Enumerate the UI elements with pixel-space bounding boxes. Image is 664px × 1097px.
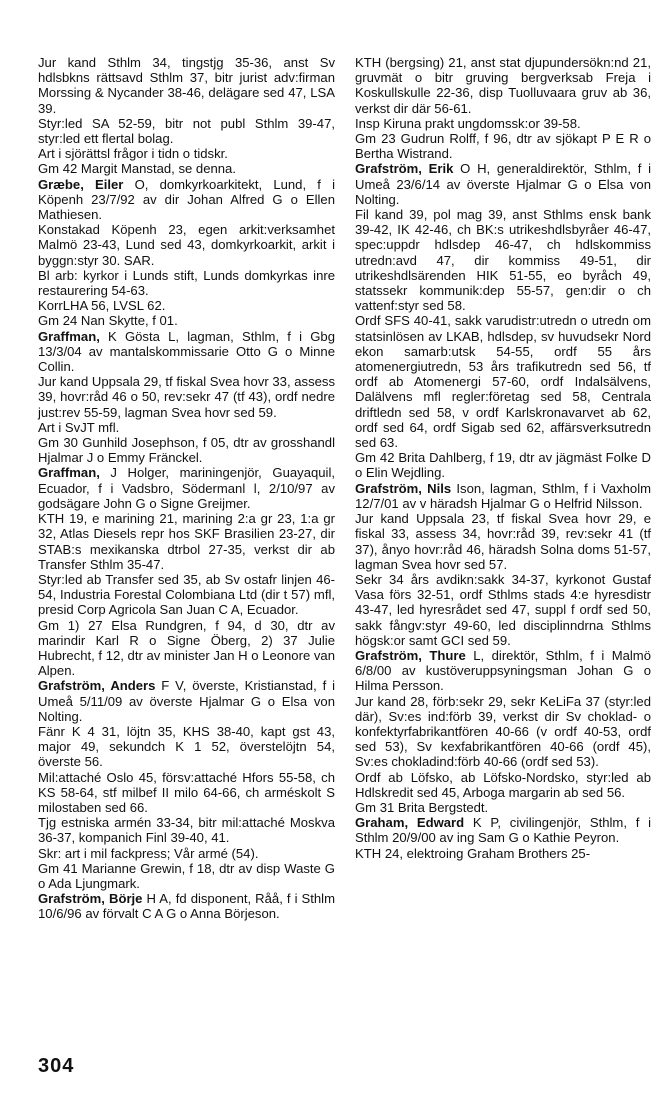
left-column — [38, 55, 335, 922]
entry-name: Grafström, Börje — [38, 891, 143, 907]
entry-name: Graffman, — [38, 465, 100, 481]
entry-paragraph: Gm 42 Brita Dahlberg, f 19, dtr av jägmäst Folke D o Elin Wejdling. — [355, 450, 651, 481]
entry-paragraph: KorrLHA 56, LVSL 62. — [38, 298, 166, 314]
entry-paragraph: Jur kand Sthlm 34, tingstjg 35-36, anst Sv hdlsbkns rättsavd Sthlm 37, bitr jurist adv:firman Morssing & Nycander 38-46, delägare sed 47, LSA 39. — [38, 55, 335, 116]
biography-entry — [38, 678, 335, 724]
entry-paragraph: Gm 42 Margit Manstad, se denna. — [38, 161, 236, 177]
biography-entry — [355, 481, 651, 511]
entry-paragraph: Gm 41 Marianne Grewin, f 18, dtr av disp Waste G o Ada Ljungmark. — [38, 860, 335, 891]
entry-paragraph: Gm 23 Gudrun Rolff, f 96, dtr av sjökapt P E R o Bertha Wistrand. — [355, 131, 651, 162]
entry-paragraph: Styr:led SA 52-59, bitr not publ Sthlm 39-47, styr:led ett flertal bolag. — [38, 115, 335, 147]
entry-paragraph: Fil kand 39, pol mag 39, anst Sthlms ensk bank 39-42, IK 42-46, ch BK:s utrikeshdlsbyråer 46-47, spec:uppdr hdlsdep 46-47, ch hdlskommiss utredn:avd 47, dir kommiss 49-51, dir utrikeshdlsärenden HIK 51-55, eo byråch 49, statssekr kommunik:dep 55-57, gen:dir o ch vattenf:styr sed 58. — [355, 207, 651, 314]
entry-name: Græbe, Eiler — [38, 176, 124, 192]
biography-entry — [38, 891, 335, 921]
entry-text: J Holger, mariningenjör, Guayaquil, Ecuador, f i Vadsbro, Södermanl l, 2/10/97 av godsägare John G o Signe Greijmer. — [38, 465, 335, 511]
entry-paragraph: Gm 31 Brita Bergstedt. — [355, 799, 489, 815]
entry-text: O H, generaldirektör, Sthlm, f i Umeå 23/6/14 av överste Hjalmar G o Elsa von Nolting. — [355, 161, 651, 207]
entry-paragraph: Art i sjörättsl frågor i tidn o tidskr. — [38, 146, 228, 162]
entry-text: F V, överste, Kristianstad, f i Umeå 5/11/09 av överste Hjalmar G o Elsa von Nolting. — [38, 678, 335, 724]
entry-paragraph: Jur kand Uppsala 23, tf fiskal Svea hovr 29, e fiskal 33, assess 34, hovr:råd 39, rev:sekr 41 (tf 37), ånyo hovr:råd 46, häradsh Solna doms 51-57, lagman Svea hovr sed 57. — [355, 511, 651, 572]
entry-name: Graffman, — [38, 328, 100, 344]
entry-name: Grafström, Anders — [38, 678, 156, 694]
entry-paragraph: Jur kand 28, förb:sekr 29, sekr KeLiFa 37 (styr:led där), Sv:es ind:förb 39, verkst dir Sv choklad- o konfektyrfabrikantfören 40-66 (v ordf 40-53, ordf sed 53), Sv kexfabrikantfören 40-66 (ordf 45), Sv:es chokladind:förb 40-66 (ordf sed 53). — [355, 693, 651, 770]
entry-paragraph: Gm 1) 27 Elsa Rundgren, f 94, d 30, dtr av marindir Karl R o Signe Öberg, 2) 37 Julie Hubrecht, f 12, dtr av minister Jan H o Leonore van Alpen. — [38, 617, 335, 679]
entry-paragraph: Bl arb: kyrkor i Lunds stift, Lunds domkyrkas inre restaurering 54-63. — [38, 267, 335, 299]
entry-paragraph: Konstakad Köpenh 23, egen arkit:verksamhet Malmö 23-43, Lund sed 43, domkyrkoarkit, arkit i byggn:styr 30. SAR. — [38, 222, 335, 268]
right-column — [355, 55, 651, 861]
entry-text: K Gösta L, lagman, Sthlm, f i Gbg 13/3/04 av mantalskommissarie Otto G o Minne Collin. — [38, 328, 335, 375]
entry-paragraph: Insp Kiruna prakt ungdomssk:or 39-58. — [355, 115, 581, 131]
entry-paragraph: Tjg estniska armén 33-34, bitr mil:attaché Moskva 36-37, kompanich Finl 39-40, 41. — [38, 815, 335, 846]
entry-paragraph: Ordf ab Löfsko, ab Löfsko-Nordsko, styr:led ab Hdlskredit sed 45, Arboga margarin ab sed 56. — [355, 769, 651, 800]
entry-paragraph: Art i SvJT mfl. — [38, 419, 120, 435]
entry-paragraph: Mil:attaché Oslo 45, försv:attaché Hfors 55-58, ch KS 58-64, stf milbef II milo 64-66, ch arméskolt S milostaben sed 66. — [38, 769, 335, 815]
biography-entry — [355, 161, 651, 207]
entry-paragraph: Skr: art i mil fackpress; Vår armé (54). — [38, 845, 259, 861]
entry-text: L, direktör, Sthlm, f i Malmö 6/8/00 av kustöveruppsyningsman Johan G o Hilma Persson. — [355, 647, 652, 694]
entry-text: K P, civilingenjör, Sthlm, f i Sthlm 20/9/00 av ing Sam G o Kathie Peyron. — [355, 815, 651, 846]
entry-name: Grafström, Thure — [355, 647, 466, 663]
entry-name: Grafström, Nils — [355, 480, 452, 496]
biography-entry — [355, 815, 651, 845]
biography-entry — [38, 177, 335, 223]
biography-entry — [38, 465, 335, 511]
entry-name: Graham, Edward — [355, 815, 465, 831]
page-number: 304 — [38, 1055, 75, 1077]
entry-paragraph: Gm 24 Nan Skytte, f 01. — [38, 313, 178, 329]
entry-name: Grafström, Erik — [355, 161, 454, 177]
entry-text: O, domkyrkoarkitekt, Lund, f i Köpenh 23/7/92 av dir Johan Alfred G o Ellen Mathiesen. — [38, 176, 335, 223]
biography-entry — [38, 329, 335, 375]
entry-paragraph: KTH 19, e marining 21, marining 2:a gr 23, 1:a gr 32, Atlas Diesels repr hos SKF Brasilien 23-27, dir STAB:s mexikanska dtrbol 27-35, verkst dir ab Transfer Sthlm 35-47. — [38, 511, 335, 572]
entry-paragraph: Gm 30 Gunhild Josephson, f 05, dtr av grosshandl Hjalmar J o Emmy Fränckel. — [38, 435, 335, 466]
entry-paragraph: Styr:led ab Transfer sed 35, ab Sv ostafr linjen 46-54, Industria Forestal Colombiana Ltd (dir t 57) mfl, presid Corp Agricola San Juan C A, Ecuador. — [38, 571, 335, 618]
entry-paragraph: Ordf SFS 40-41, sakk varudistr:utredn o utredn om statsinlösen av LKAB, hdlsdep, sv huvudsekr Nord ekon samarb:utsk 54-55, ordf 55 års atomenergiutredn, 53 års trafikutredn sed 56, tf ordf ab Atomenergi 57-60, ordf Indalsälvens, Dalälvens mfl regler:företag sed 58, Centrala driftledn sed 58, v ordf Karlskronavarvet ab 62, ordf sed 64, ordf Sigab sed 62, affärsverksutredn sed 63. — [355, 313, 651, 451]
entry-paragraph: Sekr 34 års avdikn:sakk 34-37, kyrkonot Gustaf Vasa förs 32-51, ordf Sthlms stads 4:e hyresdistr 43-47, led hyresrådet sed 47, suppl f ordf sed 50, sakk fångv:styr 49-60, led disciplinndrna Sthlms högsk:or samt GCI sed 59. — [355, 571, 651, 648]
entry-paragraph: KTH 24, elektroing Graham Brothers 25- — [355, 845, 591, 861]
entry-text: H A, fd disponent, Råå, f i Sthlm 10/6/96 av förvalt C A G o Anna Börjeson. — [38, 891, 336, 922]
biography-entry — [355, 648, 651, 694]
entry-paragraph: KTH (bergsing) 21, anst stat djupundersökn:nd 21, gruvmät o bitr gruving bergverksab Freja i Koskullskulle 22-36, disp Tuolluvaara gruv ab 36, verkst dir där 56-61. — [355, 55, 651, 116]
entry-paragraph: Fänr K 4 31, löjtn 35, KHS 38-40, kapt gst 43, major 49, sekundch K 1 52, överstelöjtn 54, överste 56. — [38, 723, 335, 770]
entry-paragraph: Jur kand Uppsala 29, tf fiskal Svea hovr 33, assess 39, hovr:råd 46 o 50, rev:sekr 47 (tf 43), ordf nedre just:rev 55-59, lagman Svea hovr sed 59. — [38, 374, 335, 420]
entry-text: Ison, lagman, Sthlm, f i Vaxholm 12/7/01 av v häradsh Hjalmar G o Helfrid Nilsson. — [355, 480, 652, 511]
